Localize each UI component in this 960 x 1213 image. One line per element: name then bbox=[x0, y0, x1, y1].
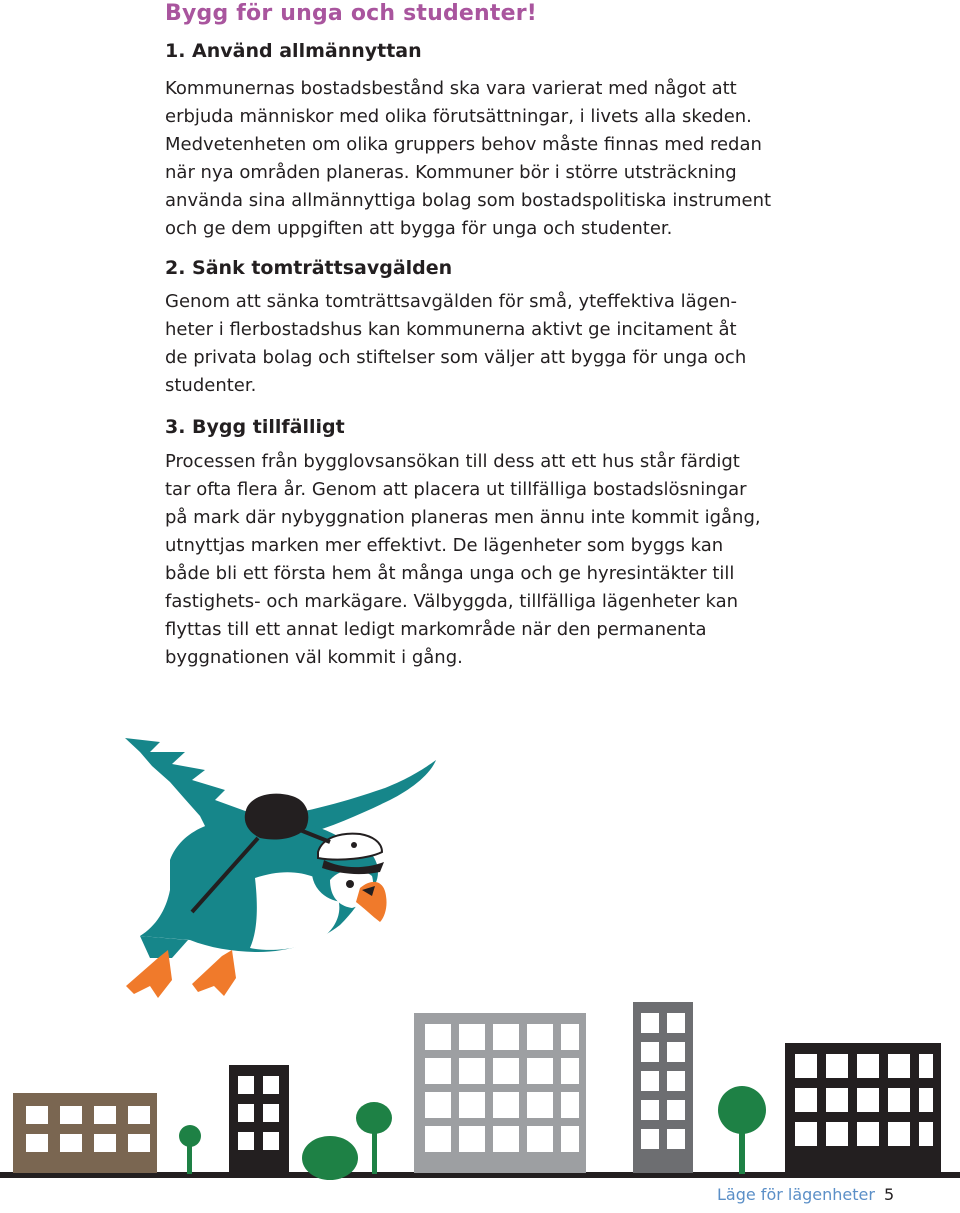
text-line: både bli ett första hem åt många unga och ge hyresintäkter till bbox=[165, 563, 735, 584]
text-line: på mark där nybyggnation planeras men ännu inte kommit igång, bbox=[165, 507, 761, 528]
tree-icon bbox=[718, 1086, 766, 1174]
section-heading-2: 2. Sänk tomträttsavgälden bbox=[165, 257, 453, 279]
text-line: erbjuda människor med olika förutsättningar, i livets alla skeden. bbox=[165, 106, 752, 127]
text-line: använda sina allmännyttiga bolag som bostadspolitiska instrument bbox=[165, 190, 772, 211]
tree-icon bbox=[356, 1102, 392, 1174]
building-gray-large bbox=[414, 1013, 586, 1173]
section-heading-3: 3. Bygg tillfälligt bbox=[165, 416, 345, 438]
text-line: Medvetenheten om olika gruppers behov måste finnas med redan bbox=[165, 134, 762, 155]
text-line: och ge dem uppgiften att bygga för unga och studenter. bbox=[165, 218, 673, 239]
building-brown bbox=[13, 1093, 157, 1173]
footer-publication-title: Läge för lägenheter bbox=[717, 1185, 875, 1204]
text-line: flyttas till ett annat ledigt markområde när den permanenta bbox=[165, 619, 707, 640]
tree-icon bbox=[302, 1136, 358, 1180]
puffin-student-icon bbox=[125, 738, 436, 998]
text-line: fastighets- och markägare. Välbyggda, tillfälliga lägenheter kan bbox=[165, 591, 739, 612]
building-black-large bbox=[785, 1043, 941, 1173]
text-line: de privata bolag och stiftelser som väljer att bygga för unga och bbox=[165, 347, 747, 368]
building-black-small bbox=[229, 1065, 289, 1173]
text-line: Kommunernas bostadsbestånd ska vara varierat med något att bbox=[165, 78, 737, 99]
text-line: när nya områden planeras. Kommuner bör i större utsträckning bbox=[165, 162, 737, 183]
text-line: studenter. bbox=[165, 375, 257, 396]
page-title: Bygg för unga och studenter! bbox=[165, 1, 538, 26]
page-number: 5 bbox=[884, 1185, 895, 1204]
text-line: tar ofta flera år. Genom att placera ut tillfälliga bostadslösningar bbox=[165, 479, 747, 500]
text-line: Genom att sänka tomträttsavgälden för små, yteffektiva lägen- bbox=[165, 291, 738, 312]
text-line: heter i flerbostadshus kan kommunerna aktivt ge incitament åt bbox=[165, 319, 737, 340]
text-line: utnyttjas marken mer effektivt. De lägenheter som byggs kan bbox=[165, 535, 724, 556]
section-heading-1: 1. Använd allmännyttan bbox=[165, 40, 422, 62]
building-dark-gray-tall bbox=[633, 1002, 693, 1173]
text-line: byggnationen väl kommit i gång. bbox=[165, 647, 463, 668]
text-line: Processen från bygglovsansökan till dess att ett hus står färdigt bbox=[165, 451, 740, 472]
tree-icon bbox=[179, 1125, 201, 1174]
